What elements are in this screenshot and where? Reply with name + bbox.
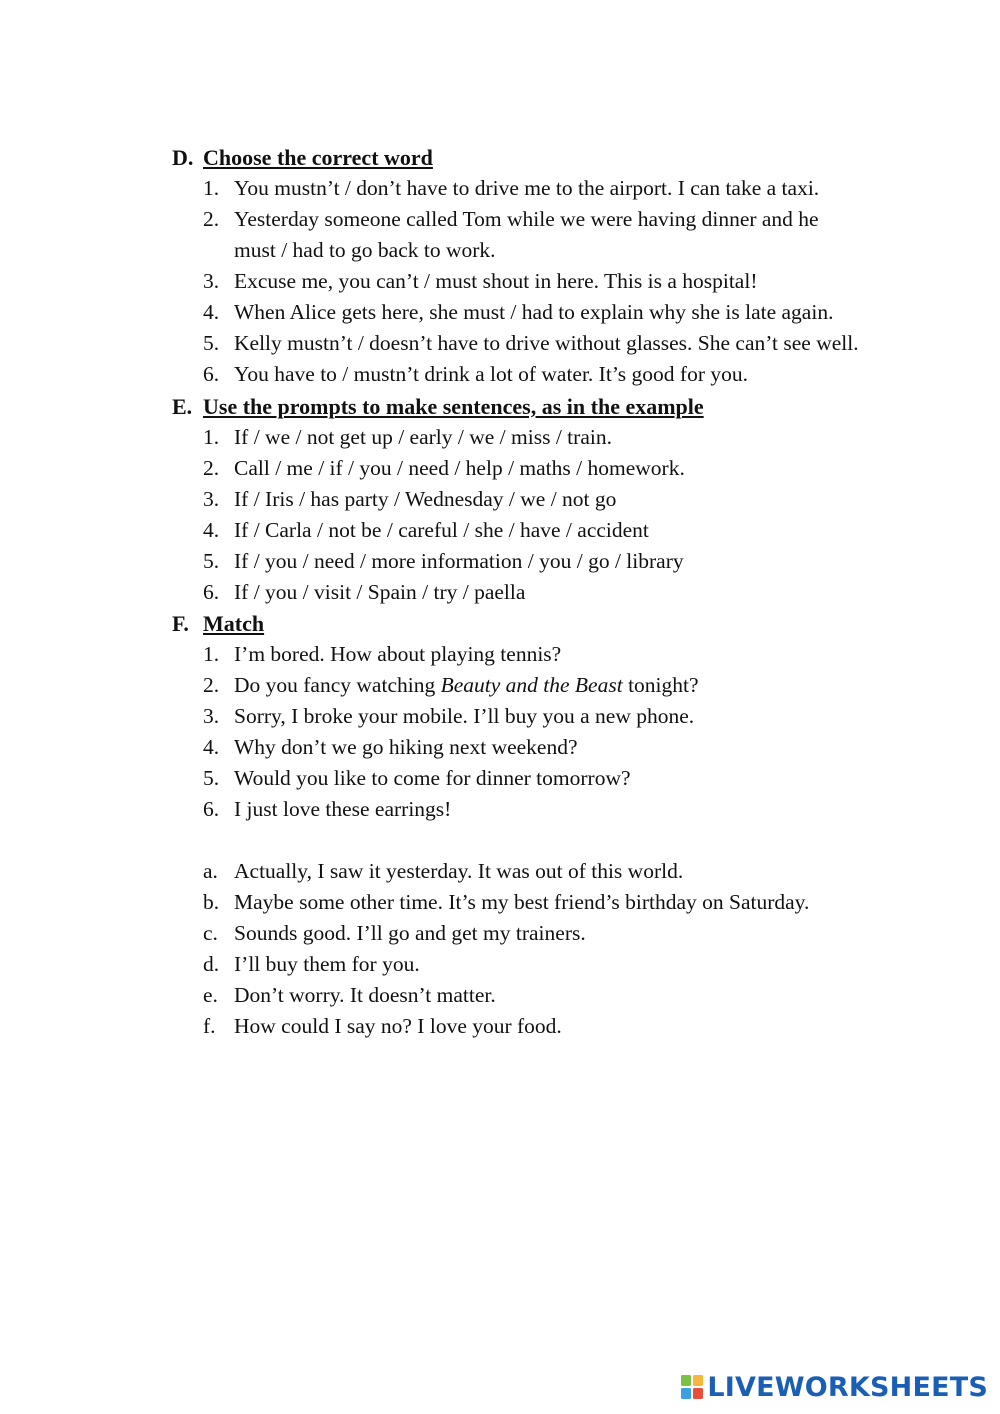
list-item xyxy=(172,856,952,887)
list-item xyxy=(172,422,952,453)
list-item xyxy=(172,887,952,918)
item-text: Kelly mustn’t / doesn’t have to drive without glasses. She can’t see well. xyxy=(234,331,859,355)
item-text: Why don’t we go hiking next weekend? xyxy=(234,735,578,759)
item-text: Maybe some other time. It’s my best friend’s birthday on Saturday. xyxy=(234,890,810,914)
item-letter: b. xyxy=(203,890,220,914)
item-number: 4. xyxy=(203,300,220,324)
list-item xyxy=(172,515,952,546)
liveworksheets-logo xyxy=(681,1372,988,1402)
item-text: If / you / visit / Spain / try / paella xyxy=(234,580,526,604)
list-item xyxy=(172,1011,952,1042)
item-text: Don’t worry. It doesn’t matter. xyxy=(234,983,496,1007)
item-text: Call / me / if / you / need / help / maths / homework. xyxy=(234,456,685,480)
item-number: 1. xyxy=(203,176,220,200)
section-e-heading xyxy=(172,391,952,422)
list-item xyxy=(172,949,952,980)
item-letter: d. xyxy=(203,952,220,976)
item-text: Would you like to come for dinner tomorrow? xyxy=(234,766,631,790)
item-number: 2. xyxy=(203,207,220,231)
section-f-letter: F. xyxy=(172,611,189,636)
list-item xyxy=(172,204,952,266)
item-text xyxy=(234,670,952,701)
item-text: I just love these earrings! xyxy=(234,797,452,821)
item-text: I’ll buy them for you. xyxy=(234,952,420,976)
section-f-questions xyxy=(172,639,952,825)
list-item xyxy=(172,701,952,732)
movie-title: Beauty and the Beast xyxy=(440,673,623,697)
item-text-after: tonight? xyxy=(622,673,699,697)
section-d-list xyxy=(172,173,952,390)
item-number: 1. xyxy=(203,425,220,449)
list-item xyxy=(172,732,952,763)
item-letter: c. xyxy=(203,921,218,945)
item-number: 6. xyxy=(203,362,220,386)
item-letter: f. xyxy=(203,1014,216,1038)
section-e-list xyxy=(172,422,952,608)
item-text: Sounds good. I’ll go and get my trainers. xyxy=(234,921,586,945)
section-f-answers xyxy=(172,856,952,1042)
section-e-letter: E. xyxy=(172,394,193,419)
item-number: 5. xyxy=(203,331,220,355)
liveworksheets-logo-icon xyxy=(681,1375,703,1399)
item-number: 3. xyxy=(203,704,220,728)
item-text: I’m bored. How about playing tennis? xyxy=(234,642,562,666)
list-item xyxy=(172,266,952,297)
section-d-letter: D. xyxy=(172,145,194,170)
item-number: 3. xyxy=(203,487,220,511)
item-letter: a. xyxy=(203,859,218,883)
item-number: 2. xyxy=(203,673,220,697)
item-text: You mustn’t / don’t have to drive me to the airport. I can take a taxi. xyxy=(234,176,820,200)
item-text-continued: must / had to go back to work. xyxy=(234,238,496,262)
item-number: 3. xyxy=(203,269,220,293)
list-item xyxy=(172,359,952,390)
section-f-heading xyxy=(172,608,952,639)
item-text: Actually, I saw it yesterday. It was out of this world. xyxy=(234,859,684,883)
item-number: 6. xyxy=(203,580,220,604)
item-text: You have to / mustn’t drink a lot of water. It’s good for you. xyxy=(234,362,748,386)
item-text: If / Iris / has party / Wednesday / we / not go xyxy=(234,487,617,511)
list-item xyxy=(172,173,952,204)
item-number: 5. xyxy=(203,766,220,790)
spacer xyxy=(172,825,952,856)
item-number: 2. xyxy=(203,456,220,480)
item-number: 1. xyxy=(203,642,220,666)
item-number: 4. xyxy=(203,518,220,542)
section-d xyxy=(172,142,952,390)
list-item xyxy=(172,670,952,701)
item-text: Yesterday someone called Tom while we were having dinner and he xyxy=(234,207,819,231)
list-item xyxy=(172,328,952,359)
section-e-title: Use the prompts to make sentences, as in the example xyxy=(203,394,704,419)
list-item xyxy=(172,980,952,1011)
section-f xyxy=(172,608,952,1042)
list-item xyxy=(172,794,952,825)
item-text: How could I say no? I love your food. xyxy=(234,1014,562,1038)
list-item xyxy=(172,484,952,515)
list-item xyxy=(172,639,952,670)
item-text: If / you / need / more information / you / go / library xyxy=(234,549,684,573)
logo-text: LIVEWORKSHEETS xyxy=(707,1371,988,1403)
section-d-title: Choose the correct word xyxy=(203,145,433,170)
item-text: If / we / not get up / early / we / miss / train. xyxy=(234,425,612,449)
item-number: 4. xyxy=(203,735,220,759)
list-item xyxy=(172,546,952,577)
item-letter: e. xyxy=(203,983,218,1007)
item-number: 5. xyxy=(203,549,220,573)
list-item xyxy=(172,918,952,949)
section-f-title: Match xyxy=(203,611,265,636)
list-item xyxy=(172,577,952,608)
section-e xyxy=(172,391,952,608)
item-text: When Alice gets here, she must / had to explain why she is late again. xyxy=(234,300,834,324)
item-number: 6. xyxy=(203,797,220,821)
item-text: If / Carla / not be / careful / she / have / accident xyxy=(234,518,649,542)
item-text: Sorry, I broke your mobile. I’ll buy you a new phone. xyxy=(234,704,695,728)
section-d-heading xyxy=(172,142,952,173)
list-item xyxy=(172,763,952,794)
item-text: Excuse me, you can’t / must shout in here. This is a hospital! xyxy=(234,269,758,293)
item-text-before: Do you fancy watching xyxy=(234,673,441,697)
list-item xyxy=(172,453,952,484)
list-item xyxy=(172,297,952,328)
